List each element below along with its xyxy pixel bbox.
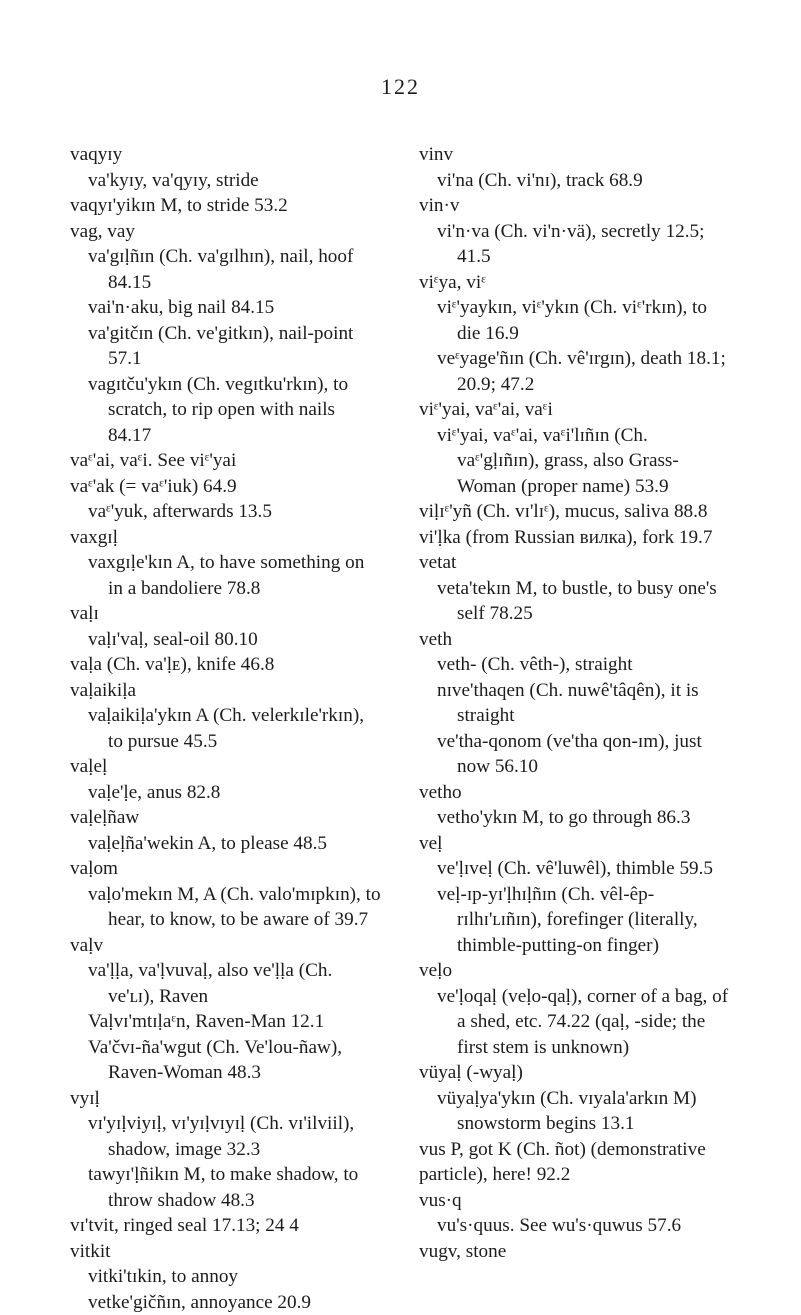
headword-entry: vus P, got K (Ch. ñot) (demonstrative particle), here! 92.2: [419, 1137, 731, 1188]
headword-entry: vaᵋ'ak (= vaᵋ'iuk) 64.9: [70, 474, 382, 500]
subentry: viᵋ'yaykɪn, viᵋ'ykɪn (Ch. viᵋ'rkɪn), to die 16.9: [419, 295, 731, 346]
headword-entry: vaḷaikiḷa: [70, 678, 382, 704]
headword-entry: vag, vay: [70, 219, 382, 245]
subentry: veta'tekɪn M, to bustle, to busy one's self 78.25: [419, 576, 731, 627]
headword-entry: vaqyɪy: [70, 142, 382, 168]
subentry: veth- (Ch. vêth-), straight: [419, 652, 731, 678]
headword-entry: viᵋ'yai, vaᵋ'ai, vaᵋi: [419, 397, 731, 423]
headword-entry: vaḷa (Ch. va'ḷᴇ), knife 46.8: [70, 652, 382, 678]
subentry: vüyaḷya'ykɪn (Ch. vɪyala'arkɪn M) snowstorm begins 13.1: [419, 1086, 731, 1137]
left-column: [70, 142, 382, 1315]
subentry: vai'n·aku, big nail 84.15: [70, 295, 382, 321]
subentry: Va'čvɪ-ña'wgut (Ch. Ve'lou-ñaw), Raven-Woman 48.3: [70, 1035, 382, 1086]
subentry: Vaḷvɪ'mtɪḷaᵋn, Raven-Man 12.1: [70, 1009, 382, 1035]
subentry: vaḷeḷña'wekin A, to please 48.5: [70, 831, 382, 857]
subentry: vi'na (Ch. vi'nɪ), track 68.9: [419, 168, 731, 194]
subentry: nɪve'thaqen (Ch. nuwê'tâqên), it is straight: [419, 678, 731, 729]
subentry: va'ḷḷa, va'ḷvuvaḷ, also ve'ḷḷa (Ch. ve'ʟɪ), Raven: [70, 958, 382, 1009]
subentry: va'gitčɪn (Ch. ve'gitkɪn), nail-point 57.1: [70, 321, 382, 372]
subentry: vu's·quus. See wu's·quwus 57.6: [419, 1213, 731, 1239]
headword-entry: vaḷom: [70, 856, 382, 882]
headword-entry: veth: [419, 627, 731, 653]
subentry: vaxgɪḷe'kɪn A, to have something on in a bandoliere 78.8: [70, 550, 382, 601]
headword-entry: viḷɪᵋ'yñ (Ch. vɪ'lɪᵋ), mucus, saliva 88.8: [419, 499, 731, 525]
subentry: vetho'ykɪn M, to go through 86.3: [419, 805, 731, 831]
subentry: ve'ḷɪveḷ (Ch. vê'luwêl), thimble 59.5: [419, 856, 731, 882]
headword-entry: vugv, stone: [419, 1239, 731, 1265]
subentry: vaḷo'mekɪn M, A (Ch. valo'mɪpkɪn), to hear, to know, to be aware of 39.7: [70, 882, 382, 933]
headword-entry: vaxgɪḷ: [70, 525, 382, 551]
subentry: vaḷɪ'vaḷ, seal-oil 80.10: [70, 627, 382, 653]
subentry: vetke'gičñɪn, annoyance 20.9: [70, 1290, 382, 1315]
subentry: vagɪtču'ykɪn (Ch. vegɪtku'rkɪn), to scratch, to rip open with nails 84.17: [70, 372, 382, 449]
subentry: vaᵋ'yuk, afterwards 13.5: [70, 499, 382, 525]
headword-entry: vus·q: [419, 1188, 731, 1214]
headword-entry: vaᵋ'ai, vaᵋi. See viᵋ'yai: [70, 448, 382, 474]
headword-entry: vetat: [419, 550, 731, 576]
subentry: vaḷe'ḷe, anus 82.8: [70, 780, 382, 806]
headword-entry: vɪ'tvit, ringed seal 17.13; 24 4: [70, 1213, 382, 1239]
subentry: vaḷaikiḷa'ykɪn A (Ch. velerkɪle'rkɪn), to pursue 45.5: [70, 703, 382, 754]
subentry: ve'tha-qonom (ve'tha qon-ɪm), just now 56.10: [419, 729, 731, 780]
headword-entry: viᵋya, viᵋ: [419, 270, 731, 296]
headword-entry: vyɪḷ: [70, 1086, 382, 1112]
headword-entry: vüyaḷ (-wyaḷ): [419, 1060, 731, 1086]
subentry: va'kyɪy, va'qyɪy, stride: [70, 168, 382, 194]
headword-entry: vaqyɪ'yikɪn M, to stride 53.2: [70, 193, 382, 219]
headword-entry: vi'ḷka (from Russian вилка), fork 19.7: [419, 525, 731, 551]
headword-entry: vitkit: [70, 1239, 382, 1265]
subentry: vɪ'yɪḷviyɪḷ, vɪ'yɪḷvɪyɪḷ (Ch. vɪ'ilviil), shadow, image 32.3: [70, 1111, 382, 1162]
headword-entry: vaḷɪ: [70, 601, 382, 627]
subentry: veᵋyage'ñɪn (Ch. vê'ɪrgɪn), death 18.1; 20.9; 47.2: [419, 346, 731, 397]
subentry: va'gɪḷñɪn (Ch. va'gɪlhɪn), nail, hoof 84.15: [70, 244, 382, 295]
subentry: tawyɪ'ḷñikɪn M, to make shadow, to throw shadow 48.3: [70, 1162, 382, 1213]
headword-entry: veḷo: [419, 958, 731, 984]
headword-entry: vin·v: [419, 193, 731, 219]
right-column: [419, 142, 731, 1264]
headword-entry: vetho: [419, 780, 731, 806]
subentry: vitki'tɪkin, to annoy: [70, 1264, 382, 1290]
page-number: 122: [0, 74, 801, 100]
subentry: ve'ḷoqaḷ (veḷo-qaḷ), corner of a bag, of a shed, etc. 74.22 (qaḷ, -side; the first stem is unknown): [419, 984, 731, 1061]
headword-entry: vaḷeḷñaw: [70, 805, 382, 831]
headword-entry: vinv: [419, 142, 731, 168]
subentry: vi'n·va (Ch. vi'n·vä), secretly 12.5; 41.5: [419, 219, 731, 270]
headword-entry: vaḷv: [70, 933, 382, 959]
headword-entry: veḷ: [419, 831, 731, 857]
subentry: viᵋ'yai, vaᵋ'ai, vaᵋi'lɪñɪn (Ch. vaᵋ'gḷɪñɪn), grass, also Grass-Woman (proper name) 53.9: [419, 423, 731, 500]
headword-entry: vaḷeḷ: [70, 754, 382, 780]
subentry: veḷ-ɪp-yɪ'ḷhɪḷñɪn (Ch. vêl-êp-rɪlhɪ'ʟɪñɪn), forefinger (literally, thimble-putting-on finger): [419, 882, 731, 959]
